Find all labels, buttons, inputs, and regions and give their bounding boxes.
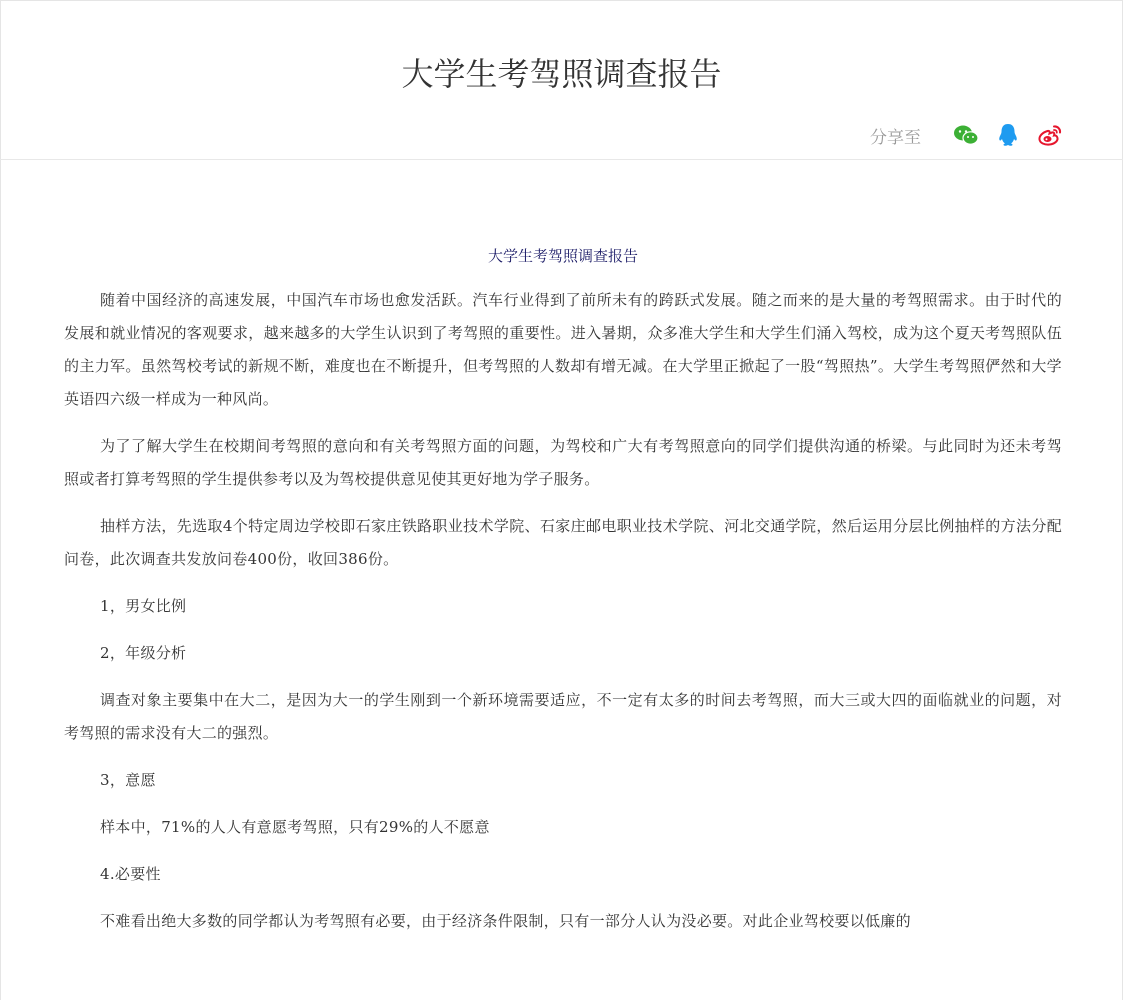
section-heading: 3，意愿 [100, 771, 156, 789]
qq-icon[interactable] [995, 122, 1021, 148]
section-heading: 2，年级分析 [100, 644, 187, 662]
paragraph: 抽样方法，先选取4个特定周边学校即石家庄铁路职业技术学院、石家庄邮电职业技术学院、河北交通学院，然后运用分层比例抽样的方法分配问卷，此次调查共发放问卷400份，收回386份。 [64, 517, 1062, 568]
article-content [64, 238, 1062, 952]
paragraph: 调查对象主要集中在大二，是因为大一的学生刚到一个新环境需要适应，不一定有太多的时间去考驾照，而大三或大四的面临就业的问题，对考驾照的需求没有大二的强烈。 [64, 691, 1062, 742]
weibo-icon[interactable] [1037, 122, 1063, 148]
wechat-icon[interactable] [953, 122, 979, 148]
section-heading: 1，男女比例 [100, 597, 187, 615]
paragraph: 不难看出绝大多数的同学都认为考驾照有必要，由于经济条件限制，只有一部分人认为没必要。对此企业驾校要以低廉的 [100, 912, 911, 930]
paragraph: 为了了解大学生在校期间考驾照的意向和有关考驾照方面的问题，为驾校和广大有考驾照意向的同学们提供沟通的桥梁。与此同时为还未考驾照或者打算考驾照的学生提供参考以及为驾校提供意见使其更好地为学子服务。 [64, 437, 1062, 488]
share-label: 分享至 [870, 127, 921, 148]
page-title: 大学生考驾照调查报告 [401, 55, 722, 93]
paragraph: 随着中国经济的高速发展，中国汽车市场也愈发活跃。汽车行业得到了前所未有的跨跃式发展。随之而来的是大量的考驾照需求。由于时代的发展和就业情况的客观要求，越来越多的大学生认识到了考驾照的重要性。进入暑期，众多准大学生和大学生们涌入驾校，成为这个夏天考驾照队伍的主力军。虽然驾校考试的新规不断，难度也在不断提升，但考驾照的人数却有增无减。在大学里正掀起了一股“驾照热”。大学生考驾照俨然和大学英语四六级一样成为一种风尚。 [64, 291, 1062, 408]
article-title: 大学生考驾照调查报告 [487, 247, 638, 265]
page-header [0, 0, 1123, 160]
share-bar [870, 120, 1063, 150]
paragraph: 样本中，71%的人人有意愿考驾照，只有29%的人不愿意 [100, 818, 490, 836]
section-heading: 4.必要性 [100, 865, 161, 883]
